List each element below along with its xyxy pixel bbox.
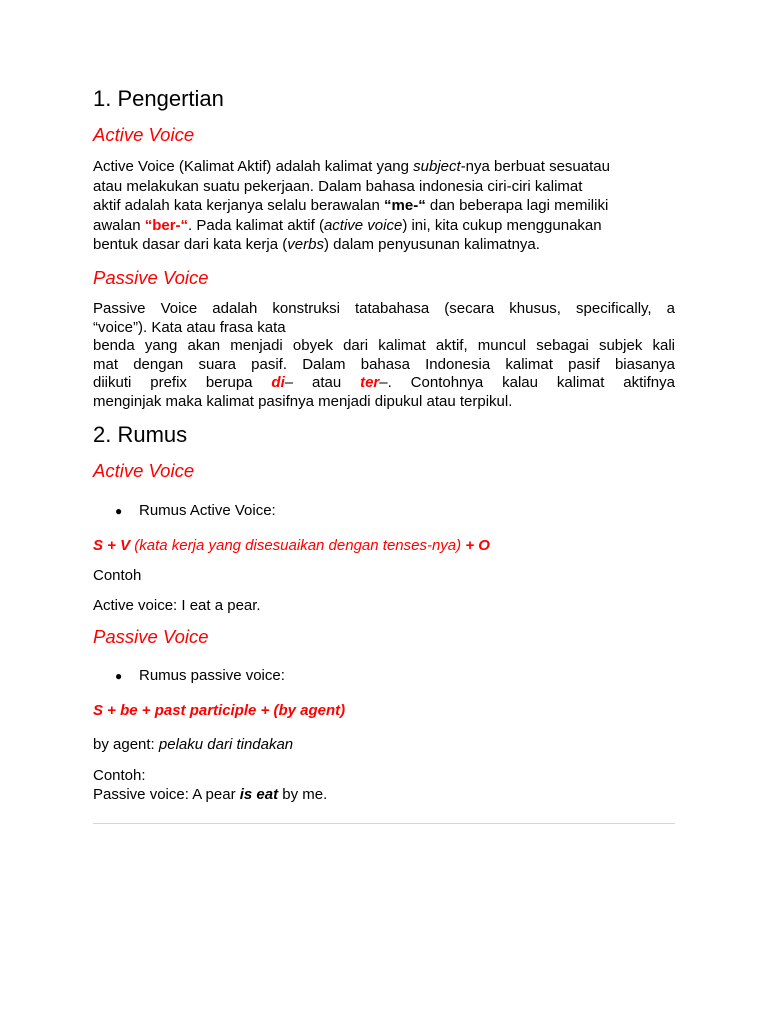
paragraph-line — [93, 235, 675, 255]
italic-term: subject — [413, 158, 461, 175]
bullet-text: Rumus Active Voice: — [139, 502, 276, 519]
italic-term: active voice — [323, 216, 403, 234]
italic-term: verbs — [287, 236, 324, 253]
paragraph-line: “voice”). Kata atau frasa kata — [93, 318, 286, 336]
agent-label: by agent: — [93, 736, 159, 753]
text-run: Passive voice: A pear — [93, 786, 240, 803]
paragraph-line: menginjak maka kalimat pasifnya menjadi dipukul atau terpikul. — [93, 392, 513, 410]
emphasis-is-eat: is eat — [239, 786, 279, 803]
prefix-ter: ter — [360, 374, 380, 391]
subheading-active-voice: Active Voice — [93, 124, 195, 145]
text-run: ) dalam penyusunan kalimatnya. — [323, 236, 540, 253]
text-run: aktif adalah kata kerjanya selalu berawalan — [93, 197, 385, 214]
contoh-label-2: Contoh: — [93, 767, 146, 784]
bullet-dot-icon: ● — [115, 504, 123, 518]
prefix-di: di — [271, 374, 285, 391]
active-voice-paragraph — [93, 157, 675, 255]
agent-description: pelaku dari tindakan — [158, 736, 294, 753]
text-run: . Pada kalimat aktif ( — [188, 216, 324, 234]
subheading-active-voice-rumus: Active Voice — [93, 460, 195, 481]
paragraph-line — [93, 374, 675, 393]
text-run: bentuk dasar dari kata kerja ( — [93, 236, 288, 253]
text-run: awalan — [93, 216, 145, 234]
divider — [93, 823, 675, 824]
text-run: by me. — [278, 786, 328, 803]
paragraph-line: mat dengan suara pasif. Dalam bahasa Indonesia kalimat pasif biasanya — [93, 355, 675, 373]
bullet-text: Rumus passive voice: — [139, 667, 285, 684]
bullet-item-active — [115, 502, 276, 519]
formula-note: (kata kerja yang disesuaikan dengan tenses-nya) — [130, 537, 466, 554]
text-run: –. Contohnya kalau kalimat aktifnya — [379, 374, 675, 391]
subheading-passive-voice: Passive Voice — [93, 267, 209, 288]
paragraph-line: benda yang akan menjadi obyek dari kalimat aktif, muncul sebagai subjek kali — [93, 337, 675, 354]
active-voice-formula — [93, 537, 490, 554]
section-heading-rumus: 2. Rumus — [93, 422, 188, 447]
text-run: Active Voice (Kalimat Aktif) adalah kalimat yang — [93, 158, 414, 175]
passive-voice-formula: S + be + past participle + (by agent) — [93, 702, 346, 719]
bullet-dot-icon: ● — [115, 669, 123, 683]
bullet-item-passive — [115, 667, 285, 684]
subheading-passive-voice-rumus: Passive Voice — [93, 626, 209, 647]
section-heading-pengertian: 1. Pengertian — [93, 86, 224, 111]
paragraph-line — [93, 157, 675, 177]
text-run: – atau — [284, 374, 361, 391]
paragraph-line — [93, 216, 675, 236]
text-run: -nya berbuat sesuatau — [460, 158, 610, 175]
bold-prefix-ber: “ber-“ — [144, 216, 189, 234]
by-agent-definition — [93, 735, 293, 755]
active-voice-example: Active voice: I eat a pear. — [93, 597, 261, 614]
text-run: ) ini, kita cukup menggunakan — [402, 216, 602, 234]
passive-voice-paragraph — [93, 300, 675, 411]
paragraph-line: Passive Voice adalah konstruksi tatabahasa (secara khusus, specifically, a — [93, 300, 675, 317]
contoh-label: Contoh — [93, 567, 142, 584]
paragraph-line — [93, 196, 675, 216]
paragraph-line: atau melakukan suatu pekerjaan. Dalam bahasa indonesia ciri-ciri kalimat — [93, 177, 583, 195]
passive-voice-example — [93, 785, 327, 805]
text-run: dan beberapa lagi memiliki — [425, 197, 609, 214]
bold-prefix-me: “me-“ — [384, 197, 426, 214]
formula-sv: S + V — [93, 537, 131, 554]
formula-object: + O — [465, 537, 490, 554]
text-run: diikuti prefix berupa — [93, 374, 272, 391]
